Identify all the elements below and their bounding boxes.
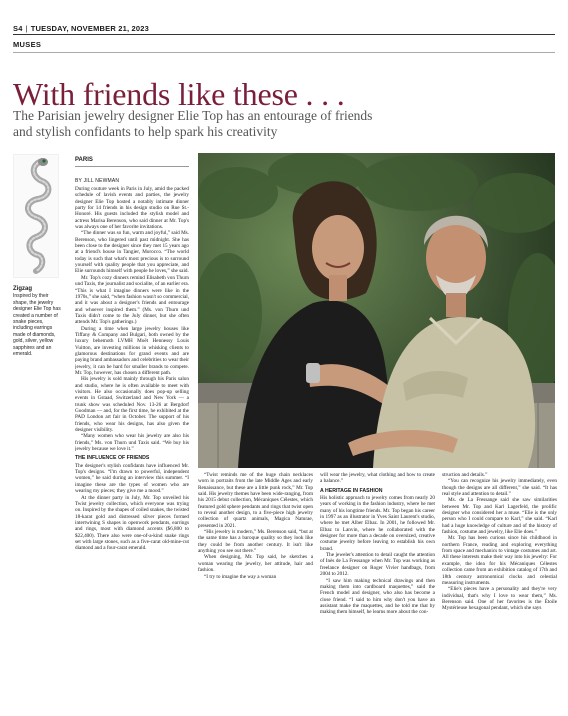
article-column-4 xyxy=(442,472,557,712)
page-number: S4 xyxy=(13,24,23,33)
paragraph: Ms. de La Fressange said she saw similarities between Mr. Top and Karl Lagerfeld, the prolific designer who considered her a muse. “Elie is the only person who I could compare to Karl,” she said. “Karl had a huge knowledge of culture and of the history of fashion, costume and jewelry, like Elie does.” xyxy=(442,497,557,536)
headline: With friends like these . . . xyxy=(13,76,345,112)
dateline: PARIS xyxy=(75,157,93,163)
subhead: THE INFLUENCE OF FRIENDS xyxy=(75,455,150,462)
article-column-2 xyxy=(198,472,313,712)
paragraph: During a time when large jewelry houses like Tiffany & Company and Bulgari, both owned by the luxury behemoth LVMH Moët Hennessy Louis Vuitton, are investing millions in whisking clients to glamorous destinations for grand events and are paying brand ambassadors and celebrities to wear their jewelry, it can be hard for smaller brands to compete. Mr. Top, however, has chosen a different path. xyxy=(75,325,189,376)
article-column-1 xyxy=(75,186,189,706)
paragraph: Mr. Top's cozy dinners remind Elisabeth von Thurn und Taxis, the journalist and socialite, of an earlier era. “This is what I imagine dinners were like in the 1970s,” she said, “when fashion wasn't so commercial, and it was about a designer's friends and entourage and whoever inspired them.” (Ms. von Thurn und Taxis didn't come to the July dinner, but she often attends Mr. Top's gatherings.) xyxy=(75,274,189,326)
photo-caption xyxy=(13,286,61,357)
page-folio xyxy=(13,24,149,33)
paragraph: When designing, Mr. Top said, he sketches a woman wearing the jewelry, her attitude, hair and fashion. xyxy=(198,554,313,574)
paragraph: struction and details.” xyxy=(442,472,488,478)
section-label: MUSES xyxy=(13,40,42,49)
snake-jewelry-image xyxy=(13,154,59,278)
paragraph: The designer's stylish confidants have influenced Mr. Top's designs. “I'm drawn to powerful, independent women,” he said during an interview this summer. “I imagine these are the types of women who are wearing my pieces; they give me a mood.” xyxy=(75,462,189,495)
article-column-3 xyxy=(320,472,435,712)
subhead: A HERITAGE IN FASHION xyxy=(320,487,383,494)
byline: BY JILL NEWMAN xyxy=(75,178,120,184)
folio-separator: | xyxy=(25,24,28,33)
paragraph: “Many women who wear his jewelry are also his friends,” Ms. von Thurn und Taxis said. “We buy his jewelry because we love it.” xyxy=(75,433,189,453)
paragraph: “I try to imagine the way a woman xyxy=(204,573,277,580)
paragraph: The jeweler's attention to detail caught the attention of Inès de La Fressange when Mr. Top was working as freelance designer on Roger Vivier handbags, from 2004 to 2012. xyxy=(320,552,435,578)
paragraph: “His jewelry is modern,” Ms. Berenson said, “but at the same time has a baroque quality so they look like they could be from another century. It isn't like anything you see out there.” xyxy=(198,529,313,555)
paragraph: “Elie's pieces have a personality and they're very individual, that's why I love to wear them,” Ms. Berenson said. One of her favorites is the Étoile Mystérieuse hexagonal pendant, which she says xyxy=(442,586,557,612)
paragraph: “The dinner was so fun, warm and joyful,” said Ms. Berenson, who lingered until past midnight. She has been close to the designer since they met 15 years ago at a friend's house in Tangier, Morocco. “The world today is such that what's most precious is to surround yourself with quality people that you appreciate, and Elie surrounds himself with people he loves,” she said. xyxy=(75,230,189,275)
top-rule xyxy=(13,34,555,35)
paragraph: His jewelry is sold mainly through his Paris salon and studio, where he is often available to meet with visitors. He also occasionally does pop-up selling events in Gstaad, Switzerland and New York — a trunk show was scheduled Nov. 13-26 at Bergdorf Goodman — and, for the first time, he exhibited at the PAD London art fair in October. The support of his friends, who wear his designs, has also given the designer visibility. xyxy=(75,376,189,434)
page-date: TUESDAY, NOVEMBER 21, 2023 xyxy=(30,24,150,33)
paragraph: “Twist reminds me of the huge chain necklaces worn in portraits from the late Middle Ages and early Renaissance, but these are a little punk rock,” Mr. Top said. His jewelry themes have been wide-ranging, from his 2015 debut collection, Mécaniques Célestes, which featured gold sphere pendants and rings that twist open to reveal another design, to a five-piece high jewelry collection of quartz animals, Magica Naturae, presented in 2021. xyxy=(198,472,313,529)
caption-text: Inspired by their shape, the jewelry designer Elie Top has created a number of snake pieces, including earrings made of diamonds, gold, silver, yellow sapphires and an emerald. xyxy=(13,293,61,358)
paragraph: During couture week in Paris in July, amid the packed schedule of lavish events and parties, the jewelry designer Elie Top hosted a notably intimate dinner party for 14 friends in his design studio on Rue St.-Honoré. His guests included the stylish model and actress Marisa Berenson, who said dinner at Mr. Top's was always one of her favorite invitations. xyxy=(75,186,189,231)
caption-title: Zigzag xyxy=(13,286,32,292)
paragraph: Mr. Top has been curious since his childhood in northern France, reading and exploring everything from space and mechanics to vintage costumes and art. All these interests make their way into his jewelry: For example, the idea for his Mécaniques Célestes collection came from an exhibition catalog of 17th and 18th century astronomical clocks and celestial measuring instruments. xyxy=(442,535,557,586)
paragraph: “You can recognize his jewelry immediately, even though the designs are all different,” she said. “It has real style and attention to detail.” xyxy=(442,478,557,498)
portrait-photo xyxy=(198,153,555,468)
section-rule xyxy=(13,52,555,53)
paragraph: will wear the jewelry, what clothing and how to create a balance.” xyxy=(320,472,435,485)
paragraph: “I saw him making technical drawings and then making them into cardboard maquettes,” said the French model and designer, who also has become a close friend. “I said to him why don't you have an assistant make the maquettes, and he told me that by making them himself, he learns more about the con- xyxy=(320,577,435,616)
paragraph: His holistic approach to jewelry comes from nearly 20 years of working in the fashion industry, where he met many of his longtime friends. Mr. Top began his career in 1997 as an illustrator in Yves Saint Laurent's studio, where he met Alber Elbaz. In 2001, he followed Mr. Elbaz to Lanvin, where he collaborated with the designer for more than a decade on oversized, creative costume jewelry before leaving to establish his own brand. xyxy=(320,495,435,552)
dateline-rule xyxy=(75,166,189,167)
deck: The Parisian jewelry designer Elie Top has an entourage of friends and stylish confidants to help spark his creativity xyxy=(13,108,373,139)
paragraph: At the dinner party in July, Mr. Top unveiled his Twist jewelry collection, which everyone was trying on. Inspired by the shapes of coiled snakes, the twisted 18-karat gold and distressed silver pieces formed intertwining S shapes in openwork pendants, earrings and rings, most with diamond accents ($6,800 to $22,400). There also were one-of-a-kind snake rings set with large stones, such as a five-carat old-mine-cut diamond and a four-carat emerald. xyxy=(75,494,189,552)
